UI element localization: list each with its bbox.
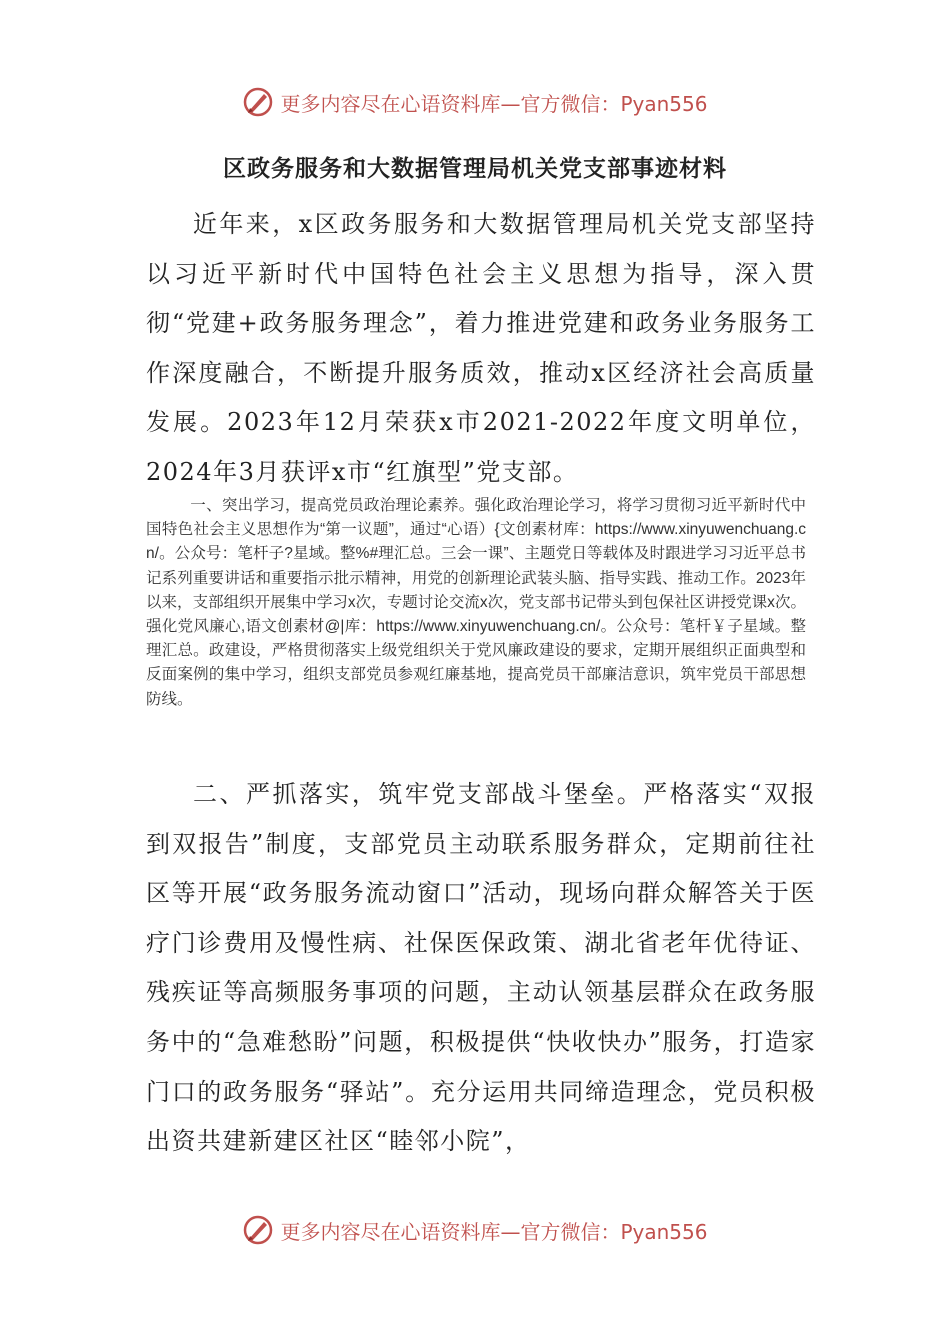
pen-logo-icon: [242, 86, 274, 118]
document-title: 区政务服务和大数据管理局机关党支部事迹材料: [223, 155, 727, 182]
paragraph-implementation-text: 二、严抓落实，筑牢党支部战斗堡垒。严格落实“双报到双报告”制度，支部党员主动联系服务群众，定期前往社区等开展“政务服务流动窗口”活动，现场向群众解答关于医疗门诊费用及慢性病、社保医保政策、湖北省老年优待证、残疾证等高频服务事项的问题，主动认领基层群众在政务服务中的“急难愁盼”问题，积极提供“快收快办”服务，打造家门口的政务服务“驿站”。充分运用共同缔造理念，党员积极出资共建新建区社区“睦邻小院”，: [146, 780, 816, 1156]
paragraph-intro: [146, 200, 816, 498]
paragraph-study-text: 一、突出学习，提高党员政治理论素养。强化政治理论学习，将学习贯彻习近平新时代中国特色社会主义思想作为“第一议题”，通过“心语）{文创素材库：https://www.xinyuwenchuang.cn/。公众号：笔杆子?星域。整%#理汇总。三会一课”、主题党日等载体及时跟进学习习近平总书记系列重要讲话和重要指示批示精神，用党的创新理论武装头脑、指导实践、推动工作。2023年以来，支部组织开展集中学习x次，专题讨论交流x次，党支部书记带头到包保社区讲授党课x次。强化党风廉心,语文创素材@|库：https://www.xinyuwenchuang.cn/。公众号：笔杆￥子星域。整理汇总。政建设，严格贯彻落实上级党组织关于党风廉政建设的要求，定期开展组织正面典型和反面案例的集中学习，组织支部党员参观红廉基地，提高党员干部廉洁意识，筑牢党员干部思想防线。: [146, 497, 806, 708]
header-watermark: [0, 82, 950, 122]
paragraph-study: [146, 494, 806, 712]
pen-logo-icon: [242, 1214, 274, 1246]
paragraph-implementation: [146, 770, 816, 1167]
footer-watermark: [0, 1210, 950, 1250]
paragraph-intro-text: 近年来，x区政务服务和大数据管理局机关党支部坚持以习近平新时代中国特色社会主义思想为指导，深入贯彻“党建+政务服务理念”，着力推进党建和政务业务服务工作深度融合，不断提升服务质效，推动x区经济社会高质量发展。2023年12月荣获x市2021-2022年度文明单位，2024年3月获评x市“红旗型”党支部。: [146, 210, 816, 486]
watermark-text: 更多内容尽在心语资料库—官方微信：Pyan556: [280, 91, 708, 116]
watermark-text: 更多内容尽在心语资料库—官方微信：Pyan556: [280, 1219, 708, 1244]
